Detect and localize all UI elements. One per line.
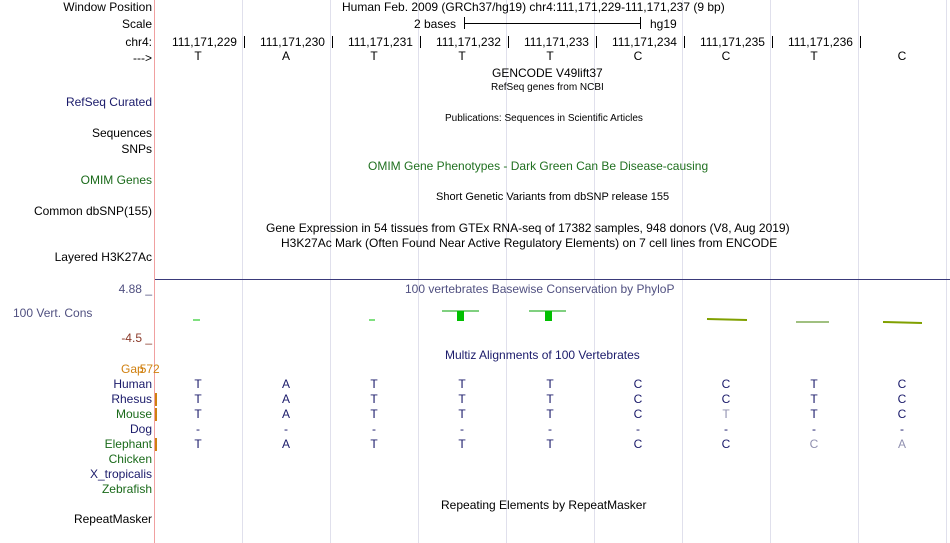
gridline [946,0,947,543]
reference-base: T [546,49,554,63]
species-gap-marker [155,408,157,421]
alignment-base: C [721,437,731,451]
alignment-base: C [897,407,907,421]
window-position-label: Window Position [63,0,152,14]
reference-base: A [281,49,290,63]
gridline [418,0,419,543]
alignment-base: A [281,407,290,421]
alignment-base: T [810,377,818,391]
scale-db: hg19 [650,17,677,31]
chrom-label: chr4: [125,35,152,49]
reference-base: C [897,49,907,63]
phylop-max-value: 4.88 _ [118,282,152,296]
alignment-base: A [281,392,290,406]
gridline [330,0,331,543]
alignment-base: C [897,377,907,391]
gridline [682,0,683,543]
snps-track-label[interactable]: SNPs [121,142,152,156]
publications-track-title[interactable]: Publications: Sequences in Scientific Articles [445,113,643,124]
refseq-subtitle: RefSeq genes from NCBI [491,82,604,93]
alignment-base: - [548,422,552,436]
alignment-base: C [721,392,731,406]
reference-base: T [370,49,378,63]
phylop-bar-5 [545,311,552,321]
position-tick [244,36,245,48]
phylop-track-label[interactable]: 100 Vert. Cons [13,306,93,320]
alignment-base: T [546,377,554,391]
phylop-top-line [155,279,950,280]
gridline [858,0,859,543]
repeatmasker-track-title[interactable]: Repeating Elements by RepeatMasker [441,498,647,512]
position-tick-label: 111,171,233 [524,35,589,49]
refseq-track-label[interactable]: RefSeq Curated [65,95,152,109]
position-tick-label: 111,171,235 [700,35,765,49]
position-tick [508,36,509,48]
gridline [242,0,243,543]
alignment-base: - [900,422,904,436]
gtex-track-title[interactable]: Gene Expression in 54 tissues from GTEx RNA-seq of 17382 samples, 948 donors (V8, Aug 2019) [266,221,790,235]
species-label-dog[interactable]: Dog [129,422,152,436]
alignment-base: T [370,392,378,406]
alignment-base: - [196,422,200,436]
alignment-base: T [370,437,378,451]
species-gap-marker [155,438,157,451]
species-label-x_tropicalis[interactable]: X_tropicalis [89,467,152,481]
alignment-base: T [194,392,202,406]
alignment-base: - [372,422,376,436]
alignment-base: T [194,377,202,391]
position-tick [772,36,773,48]
alignment-base: T [194,407,202,421]
gencode-track-title[interactable]: GENCODE V49lift37 [492,66,603,80]
alignment-base: T [810,392,818,406]
position-tick-label: 111,171,236 [788,35,853,49]
dbsnp-track-title[interactable]: Short Genetic Variants from dbSNP release 155 [436,191,670,203]
reference-base: C [633,49,643,63]
alignment-base: T [194,437,202,451]
alignment-base: T [370,407,378,421]
position-tick [684,36,685,48]
alignment-base: T [370,377,378,391]
alignment-base: C [633,407,643,421]
phylop-bar-9 [883,322,922,323]
strand-label: ---> [133,51,152,65]
species-label-chicken[interactable]: Chicken [108,452,152,466]
species-gap-marker [155,393,157,406]
alignment-base: T [546,392,554,406]
species-label-elephant[interactable]: Elephant [104,437,152,451]
position-tick-label: 111,171,232 [436,35,501,49]
scale-value: 2 bases [414,17,457,31]
scale-bar-left-tick [464,17,465,29]
phylop-track-title[interactable]: 100 vertebrates Basewise Conservation by PhyloP [405,282,675,296]
alignment-base: C [633,392,643,406]
label-separator [154,0,155,543]
alignment-base: T [458,392,466,406]
alignment-base: T [722,407,730,421]
dbsnp-track-label[interactable]: Common dbSNP(155) [33,204,152,218]
alignment-base: C [633,377,643,391]
window-position-value: Human Feb. 2009 (GRCh37/hg19) chr4:111,171,229-111,171,237 (9 bp) [342,0,725,14]
position-tick-label: 111,171,234 [612,35,677,49]
position-tick [332,36,333,48]
scale-bar-right-tick [640,17,641,29]
alignment-base: T [546,437,554,451]
reference-base: T [458,49,466,63]
gridline [770,0,771,543]
position-tick [596,36,597,48]
phylop-min-value: -4.5 _ [121,331,152,345]
h3k27ac-track-label[interactable]: Layered H3K27Ac [54,250,152,264]
alignment-base: T [546,407,554,421]
alignment-base: - [636,422,640,436]
omim-track-label[interactable]: OMIM Genes [80,173,152,187]
position-tick [420,36,421,48]
position-tick-label: 111,171,229 [172,35,237,49]
alignment-base: C [633,437,643,451]
alignment-base: T [458,407,466,421]
phylop-bar-7 [707,319,747,320]
alignment-base: T [810,407,818,421]
scale-label: Scale [121,17,152,31]
alignment-base: - [460,422,464,436]
alignment-base: T [458,437,466,451]
alignment-base: - [724,422,728,436]
reference-base: C [721,49,731,63]
sequences-track-label[interactable]: Sequences [91,126,152,140]
alignment-base: C [809,437,819,451]
repeatmasker-track-label[interactable]: RepeatMasker [73,512,152,526]
position-tick [860,36,861,48]
phylop-bar-4 [457,311,464,321]
alignment-base: - [812,422,816,436]
gap-label: Gap572 [121,362,160,376]
alignment-base: A [897,437,906,451]
species-label-rhesus[interactable]: Rhesus [111,392,152,406]
species-label-zebrafish[interactable]: Zebrafish [101,482,152,496]
alignment-base: A [281,377,290,391]
scale-bar [464,23,641,24]
phylop-conservation-plot [155,300,950,340]
alignment-base: C [721,377,731,391]
alignment-base: - [284,422,288,436]
h3k27ac-track-title[interactable]: H3K27Ac Mark (Often Found Near Active Regulatory Elements) on 7 cell lines from ENCODE [281,236,778,250]
position-tick-label: 111,171,231 [348,35,413,49]
position-tick-label: 111,171,230 [260,35,325,49]
alignment-base: T [458,377,466,391]
omim-track-title[interactable]: OMIM Gene Phenotypes - Dark Green Can Be Disease-causing [368,159,709,173]
multiz-track-title[interactable]: Multiz Alignments of 100 Vertebrates [445,348,640,362]
alignment-base: C [897,392,907,406]
species-label-mouse[interactable]: Mouse [115,407,152,421]
alignment-base: A [281,437,290,451]
reference-base: T [194,49,202,63]
reference-base: T [810,49,818,63]
species-label-human[interactable]: Human [113,377,152,391]
